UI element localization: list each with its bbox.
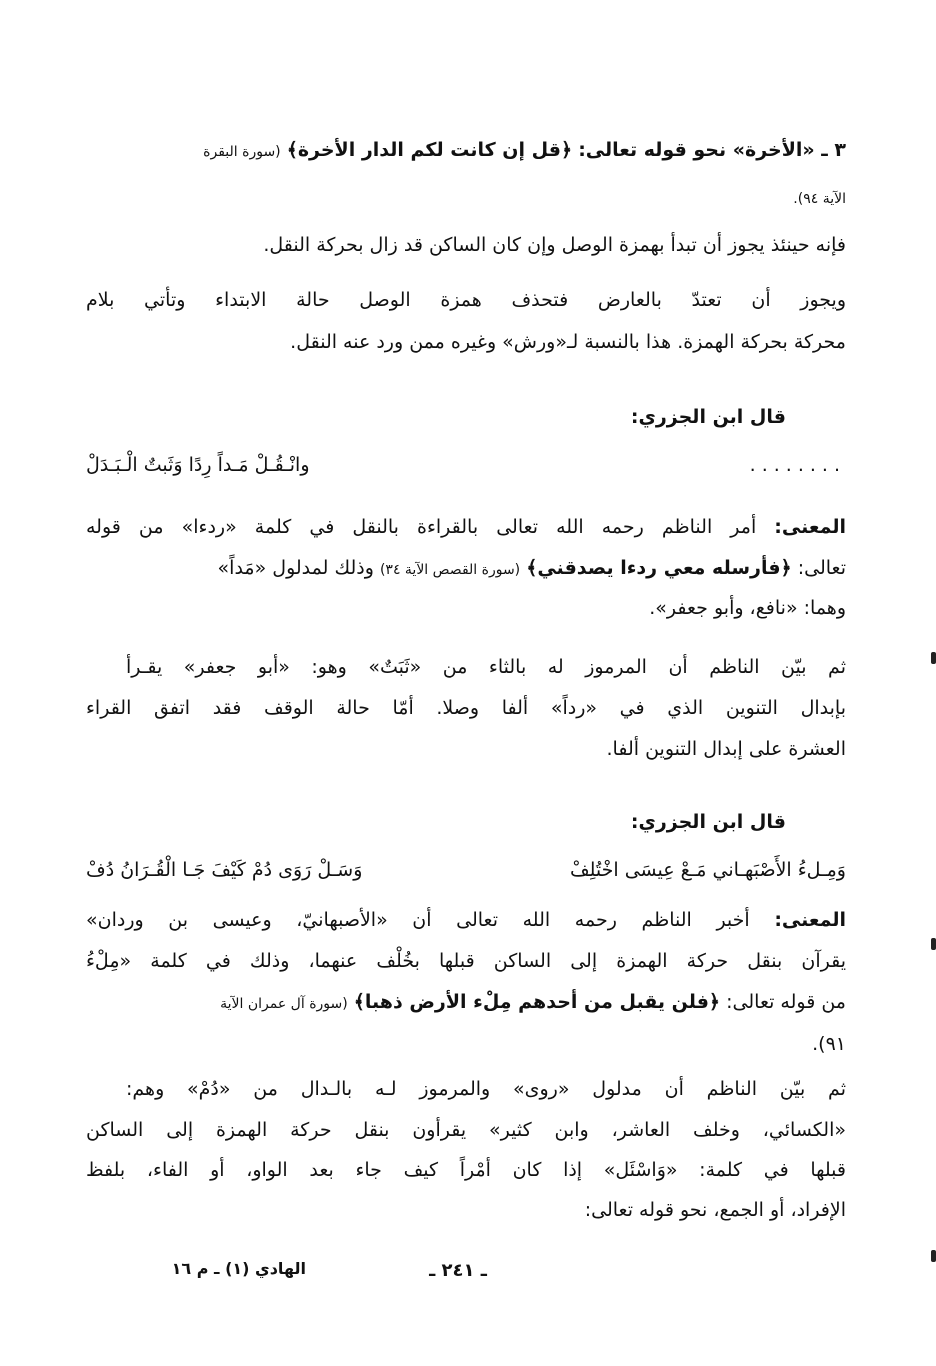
paragraph-2-line-1: ويجوز أن تعتدّ بالعارض فتحذف همزة الوصل حالة الابتداء وتأتي بلام	[86, 289, 846, 311]
verse-2	[86, 853, 846, 887]
ref-baqarah: (سورة البقرة	[203, 144, 281, 160]
paragraph-1: فإنه حينئذ يجوز أن تبدأ بهمزة الوصل وإن كان الساكن قد زال بحركة النقل.	[263, 234, 846, 256]
paragraph-4-line-3: قبلها في كلمة: «وَاسْئَل» إذا كان أمْراً كيف جاء بعد الواو، أو الفاء، بلفظ	[86, 1159, 846, 1181]
ayah-baqarah: ﴿قل إن كانت لكم الدار الأخرة﴾	[286, 139, 573, 161]
ref-qasas: (سورة القصص الآية ٣٤)	[379, 562, 521, 578]
margin-mark	[931, 1250, 936, 1262]
meaning-1-line-2-end: وذلك لمدلول «مَداً»	[217, 557, 374, 579]
meaning-1-line-2	[86, 551, 846, 585]
paragraph-3-line-1: ثم بيّن الناظم أن المرموز له بالثاء من «ثَبَتٌ» وهو: «أبو جعفر» يقـرأ	[126, 656, 846, 678]
heading-ibn-jazari-2: قال ابن الجزري:	[630, 811, 786, 833]
meaning-1-line-3: وهما: «نافع، وأبو جعفر».	[649, 597, 846, 619]
ayah-al-imran: ﴿فلن يقبل من أحدهم مِلْء الأرض ذهبا﴾	[353, 991, 721, 1013]
paragraph-4-line-1: ثم بيّن الناظم أن مدلول «روى» والمرموز لـه بالـدال من «دُمْ» وهم:	[126, 1078, 846, 1100]
item3-line	[86, 133, 846, 167]
paragraph-2-line-2: محركة بحركة الهمزة. هذا بالنسبة لـ«ورش» وغيره ممن ورد عنه النقل.	[290, 331, 846, 353]
meaning-1-line-2-start: تعالى:	[797, 557, 846, 579]
meaning-2-text-1: أخبر الناظم رحمه الله تعالى أن «الأصبهانيّ، وعيسى بن وردان»	[86, 909, 750, 931]
meaning-2-line-1	[86, 903, 846, 937]
meaning-2-line-3	[86, 985, 846, 1019]
meaning-2-label: المعنى:	[774, 909, 846, 931]
meaning-2-line-2: يقرآن بنقل حركة الهمزة إلى الساكن قبلها بخُلْف عنهما، وذلك في كلمة «مِلْءُ	[86, 950, 846, 972]
paragraph-3-line-3: العشرة على إبدال التنوين ألفا.	[606, 738, 846, 760]
paragraph-3-line-2: بإبدال التنوين الذي في «رداً» ألفا وصلا. أمّا حالة الوقف فقد اتفق القراء	[86, 697, 846, 719]
verse-1-dots: ........	[749, 454, 846, 476]
ref-al-imran: (سورة آل عمران الآية	[220, 996, 348, 1012]
paragraph-4-line-4: الإفراد، أو الجمع، نحو قوله تعالى:	[584, 1199, 846, 1221]
meaning-1-text-1: أمر الناظم رحمه الله تعالى بالقراءة بالنقل في كلمة «ردءا» من قوله	[86, 516, 757, 538]
item3-ref-cont: الآية ٩٤).	[793, 191, 846, 207]
ayah-qasas: ﴿فأرسله معي ردءا يصدقني﴾	[526, 557, 792, 579]
verse-1-text: وانْـقُـلْ مَـداً رِدًا وَثَبتٌ الْـبَـدَلْ	[86, 454, 310, 476]
heading-ibn-jazari-1: قال ابن الجزري:	[630, 406, 786, 428]
meaning-1-label: المعنى:	[774, 516, 846, 538]
verse-1	[86, 448, 846, 482]
paragraph-4-line-2: «الكسائي، وخلف العاشر، وابن كثير» يقرأون بنقل حركة الهمزة إلى الساكن	[86, 1119, 846, 1141]
meaning-1-line-1	[86, 510, 846, 544]
meaning-2-line-4: ٩١).	[812, 1033, 846, 1055]
margin-mark	[931, 938, 936, 950]
margin-mark	[931, 652, 936, 664]
verse-2-right: وَمِـلءُ الأَصْبَهـاني مَـعْ عِيسَى اخْتُلِفْ	[569, 859, 846, 881]
footer-page-number: ـ ٢٤١ ـ	[429, 1260, 487, 1281]
item3-label: ٣ ـ «الأخرة» نحو قوله تعالى:	[578, 139, 846, 161]
meaning-2-line-3-start: من قوله تعالى:	[726, 991, 846, 1013]
footer-book-ref: الهادي (١) ـ م ١٦	[171, 1259, 306, 1278]
verse-2-left: وَسَـلْ رَوَى دُمْ كَيْفَ جَـا الْقُـرَانُ دُفْ	[86, 859, 363, 881]
